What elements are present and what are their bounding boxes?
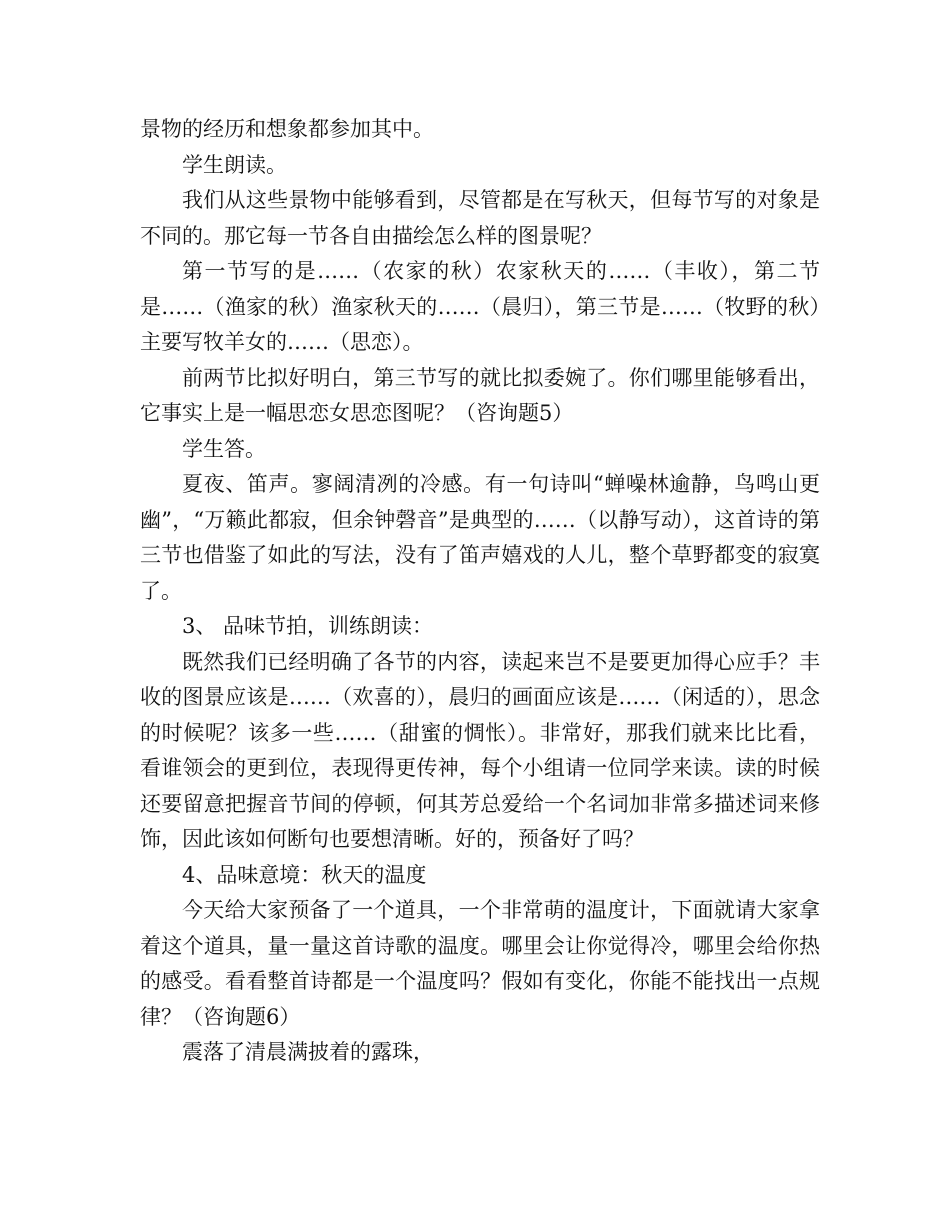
paragraph-scenery-objects: 我们从这些景物中能够看到，尽管都是在写秋天，但每节写的对象是不同的。那它每一节各自由描绘怎么样的图景呢？ [140,188,820,248]
paragraph-continuation: 景物的经历和想象都参加其中。 [140,117,434,141]
paragraph-reading-practice: 既然我们已经明确了各节的内容，读起来岂不是要更加得心应手？丰收的图景应该是……（欢喜的），晨归的画面应该是……（闲适的），思念的时候呢？该多一些……（甜蜜的惆怅）。非常好，那我们就来比比看，看谁领会的更到位，表现得更传神，每个小组请一位同学来读。读的时候还要留意把握音节间的停顿，何其芳总爱给一个名词加非常多描述词来修饰，因此该如何断句也要想清晰。好的，预备好了吗？ [140,649,820,851]
body-text [140,112,820,1071]
paragraph-student-reading: 学生朗读。 [182,152,287,177]
paragraph-summer-night: 夏夜、笛声。寥阔清冽的冷感。有一句诗叫“蝉噪林逾静，鸟鸣山更幽”，“万籁此都寂，但余钟磬音”是典型的……（以静写动），这首诗的第三节也借鉴了如此的写法，没有了笛声嬉戏的人儿，整个草野都变的寂寞了。 [140,472,820,603]
paragraph-thermometer: 今天给大家预备了一个道具，一个非常萌的温度计，下面就请大家拿着这个道具，量一量这首诗歌的温度。哪里会让你觉得冷，哪里会给你热的感受。看看整首诗都是一个温度吗？假如有变化，你能不能找出一点规律？（咨询题6） [140,898,820,1029]
section-heading-3: 3、 品味节拍，训练朗读： [182,614,434,638]
paragraph-question-5: 前两节比拟好明白，第三节写的就比拟委婉了。你们哪里能够看出，它事实上是一幅思恋女思恋图呢？（咨询题5） [140,365,820,425]
paragraph-section-summary: 第一节写的是……（农家的秋）农家秋天的……（丰收），第二节是……（渔家的秋）渔家秋天的……（晨归），第三节是……（牧野的秋）主要写牧羊女的……（思恋）。 [140,259,820,354]
section-heading-4: 4、品味意境：秋天的温度 [182,862,427,887]
paragraph-student-answer: 学生答。 [182,436,266,461]
paragraph-poem-line: 震落了清晨满披着的露珠， [182,1040,434,1064]
